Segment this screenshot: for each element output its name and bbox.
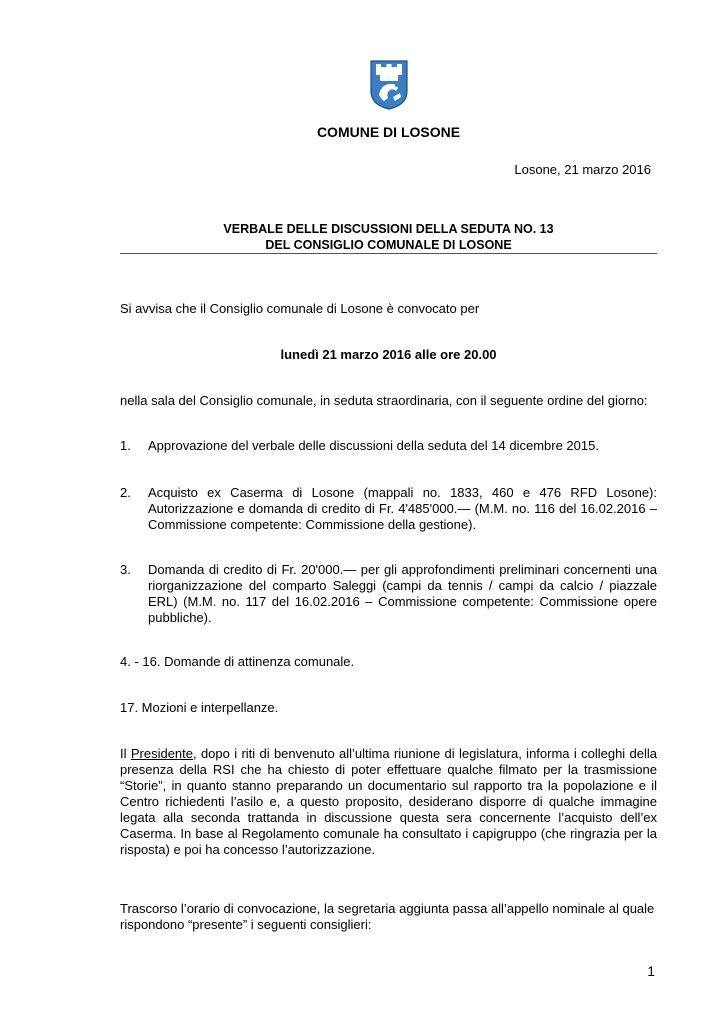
president-prefix: Il <box>120 746 131 761</box>
agenda-item-text: Acquisto ex Caserma di Losone (mappali no. 1833, 460 e 476 RFD Losone): Autorizzazione e domanda di credito di Fr. 4'485'000.— (M.M. no. 116 del 16.02.2016 – Commissione competente: Commissione della gestione). <box>148 485 657 532</box>
municipal-crest-icon <box>369 57 409 111</box>
agenda-item-range: 4. - 16. Domande di attinenza comunale. <box>120 654 355 669</box>
page-number: 1 <box>647 963 655 979</box>
agenda-item-text: Approvazione del verbale delle discussioni della seduta del 14 dicembre 2015. <box>148 438 599 453</box>
speaker-name: Presidente <box>130 746 193 761</box>
convocation-intro: Si avvisa che il Consiglio comunale di Losone è convocato per <box>120 301 480 316</box>
president-text: , dopo i riti di benvenuto all’ultima riunione di legislatura, informa i colleghi della presenza della RSI che ha chiesto di poter effettuare qualche filmato per la trasmissione “Storie”, in quanto stanno preparando un documentario sul rapporto tra la popolazione e il Centro richiedenti l’asilo e, a questo proposito, desiderano disporre di qualche immagine legata alla seconda trattanda in discussione questa sera concernente l’acquisto dell’ex Caserma. In base al Regolamento comunale ha consultato i capigruppo (che ringrazia per la risposta) e poi ha concesso l’autorizzazione. <box>120 746 657 857</box>
agenda-intro: nella sala del Consiglio comunale, in seduta straordinaria, con il seguente ordine del giorno: <box>120 393 648 408</box>
agenda-item-number: 1. <box>120 438 131 453</box>
place-date: Losone, 21 marzo 2016 <box>514 162 651 177</box>
organization-name: COMUNE DI LOSONE <box>316 124 461 140</box>
document-title-line-2: DEL CONSIGLIO COMUNALE DI LOSONE <box>265 238 512 252</box>
agenda-item-number: 3. <box>120 562 131 577</box>
president-paragraph <box>120 746 657 858</box>
roll-call-paragraph: Trascorso l’orario di convocazione, la segretaria aggiunta passa all’appello nominale al quale rispondono “presente” i seguenti consiglieri: <box>120 901 655 932</box>
meeting-datetime: lunedì 21 marzo 2016 alle ore 20.00 <box>280 347 497 362</box>
agenda-item-number: 2. <box>120 485 131 500</box>
title-divider <box>120 253 657 254</box>
document-title-line-1: VERBALE DELLE DISCUSSIONI DELLA SEDUTA NO. 13 <box>223 222 554 236</box>
agenda-item-last: 17. Mozioni e interpellanze. <box>120 700 279 715</box>
agenda-item-text: Domanda di credito di Fr. 20'000.— per gli approfondimenti preliminari concernenti una riorganizzazione del comparto Saleggi (campi da tennis / campi da calcio / piazzale ERL) (M.M. no. 117 del 16.02.2016 – Commissione competente: Commissione opere pubbliche). <box>148 562 657 625</box>
